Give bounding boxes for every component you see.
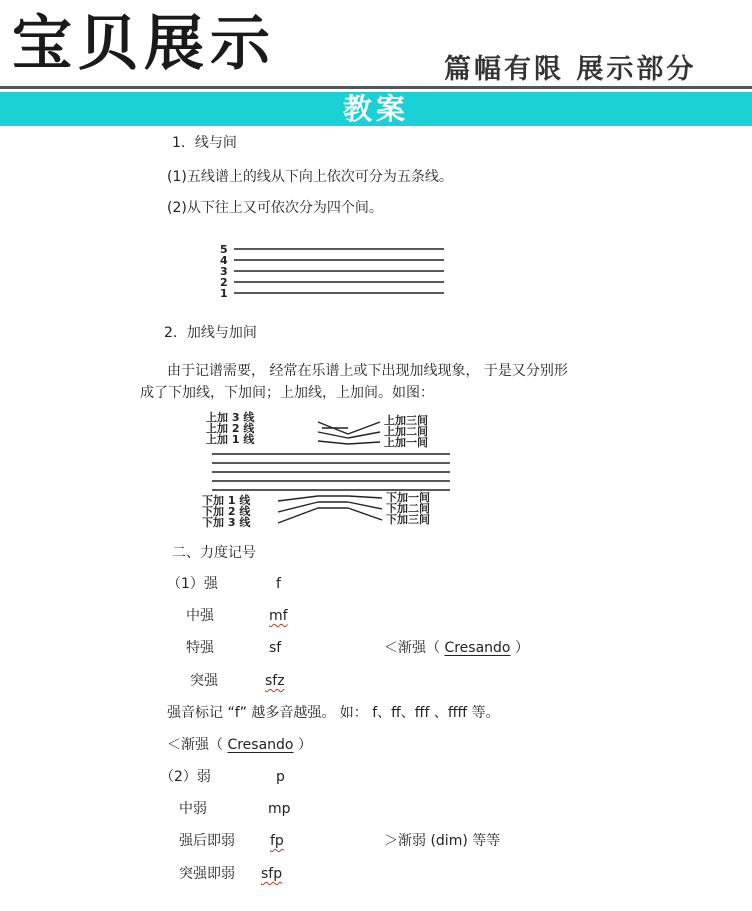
crescendo-line [167,736,312,754]
section1-line1: (1)五线谱上的线从下向上依次可分为五条线。 [167,169,453,185]
section2-para1: 由于记谱需要， 经常在乐谱上或下出现加线现象， 于是又分别形 [167,363,568,379]
dynamic-symbol-p: p [276,769,285,785]
page-title: 宝贝展示 [12,9,276,79]
dynamic-label-sudden-strong: 突强 [190,673,218,689]
dynamic-label-strong: （1）强 [167,576,218,592]
lower-connector [348,496,382,498]
upper-line-3-label: 上加 3 线 [206,411,255,424]
section1-line2: (2)从下往上又可依次分为四个间。 [167,200,383,216]
forte-note: 强音标记 “f” 越多音越强。 如： f、ff、fff 、ffff 等。 [167,705,500,721]
dynamic-symbol-sfp: sfp [261,866,283,882]
crescendo-suffix: ） [297,737,312,753]
banner-title: 教案 [342,92,409,126]
crescendo-prefix: ＜渐强（ [167,737,223,753]
dynamic-label-mezzo-forte: 中强 [186,608,214,624]
dynamic-symbol-strong: f [276,576,281,592]
section3-heading: 二、力度记号 [172,545,256,561]
staff-number-4: 4 [220,254,228,267]
staff-number-2: 2 [220,276,228,289]
lower-line-3-label: 下加 3 线 [202,516,251,529]
crescendo-suffix: ） [514,640,529,656]
lower-connector [348,508,382,520]
five-line-staff-figure [214,240,464,302]
lower-space-2-label: 下加二间 [386,502,430,515]
upper-space-2-label: 上加二间 [384,425,428,438]
upper-line-1-label: 上加 1 线 [206,433,255,446]
dynamic-symbol-sf: sf [269,640,282,656]
upper-connector [318,441,348,444]
staff-number-5: 5 [220,243,228,256]
staff-number-3: 3 [220,265,228,278]
header-divider [0,86,752,89]
dynamic-symbol-sfz: sfz [265,673,285,689]
diminuendo-side-note: ＞渐弱 (dim) 等等 [384,833,501,849]
upper-space-3-label: 上加三间 [384,414,428,427]
ledger-lines-figure [198,408,470,530]
section2-para2: 成了下加线，下加间；上加线，上加间。如图： [140,385,434,401]
lower-connector [278,496,318,501]
crescendo-side-note [384,639,529,657]
upper-line-2-label: 上加 2 线 [206,422,255,435]
dynamic-label-sforzando-piano: 突强即弱 [179,866,235,882]
dynamic-label-forte-piano: 强后即弱 [179,833,235,849]
dynamic-label-sforzando: 特强 [186,640,214,656]
section1-heading: 1．线与间 [172,135,237,151]
lower-connector [348,502,382,509]
dynamic-label-weak: （2）弱 [160,769,211,785]
lower-line-1-label: 下加 1 线 [202,494,251,507]
upper-connector [348,442,380,444]
dynamic-label-mezzo-piano: 中弱 [179,801,207,817]
crescendo-word: Cresando [227,737,294,753]
upper-space-1-label: 上加一间 [384,436,428,449]
crescendo-word: Cresando [444,640,511,656]
dynamic-symbol-mp: mp [268,801,291,817]
dynamic-symbol-fp: fp [270,833,284,849]
lower-line-2-label: 下加 2 线 [202,505,251,518]
section2-heading: 2．加线与加间 [164,325,257,341]
page-subtitle: 篇幅有限 展示部分 [444,54,697,85]
lower-space-3-label: 下加三间 [386,513,430,526]
crescendo-prefix: ＜渐强（ [384,640,440,656]
staff-number-1: 1 [220,287,228,300]
lower-space-1-label: 下加一间 [386,491,430,504]
dynamic-symbol-mf: mf [269,608,288,624]
